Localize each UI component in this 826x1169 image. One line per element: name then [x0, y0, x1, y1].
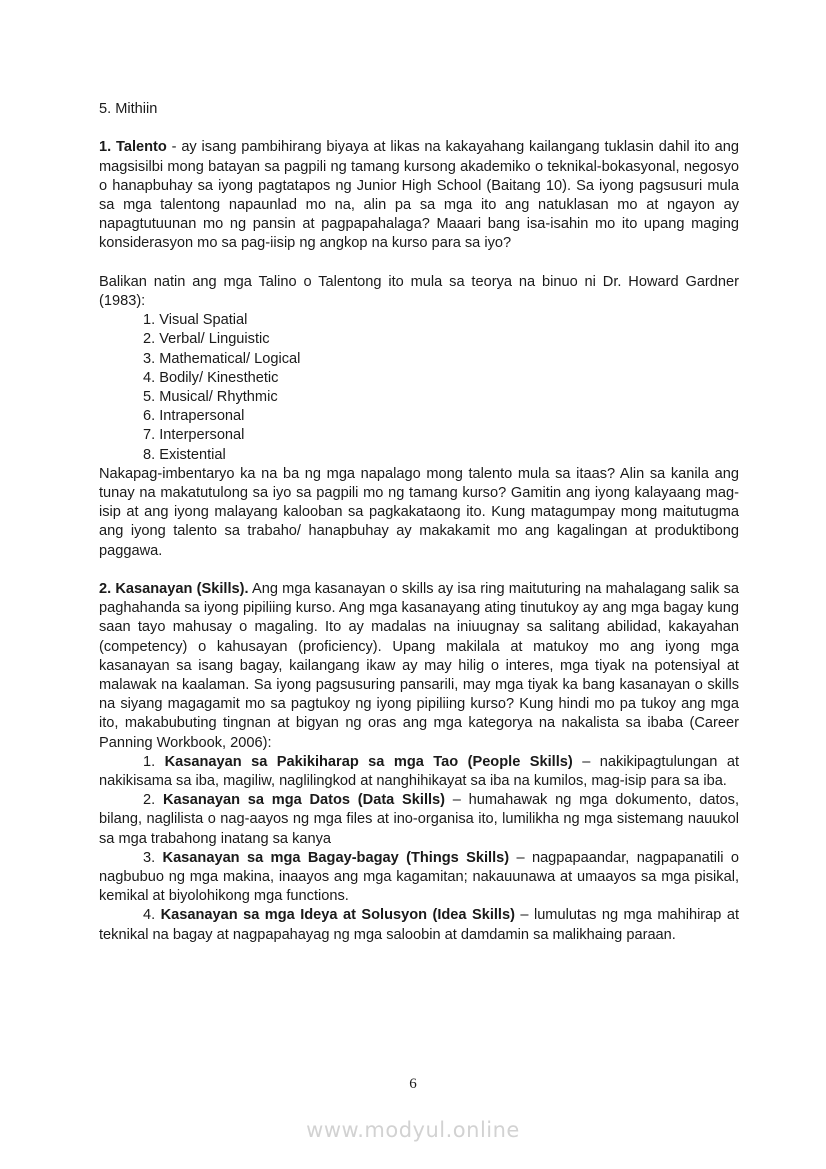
skill-body: – nagpapaandar, nagpapanatili o nagbubuo ng mga makina, inaayos ang mga kagamitan; nakauunawa at umaayos sa mga pisikal, kemikal at biyolohikong mga functions. — [99, 849, 739, 905]
talent-list — [99, 311, 739, 465]
skill-body: – lumulutas ng mga mahihirap at teknikal na bagay at nagpapahayag ng mga saloobin at damdamin sa malikhaing paraan. — [99, 907, 740, 943]
talent-item: 5. Musical/ Rhythmic — [143, 388, 278, 405]
talento-body: - ay isang pambihirang biyaya at likas na kakayahang kailangang tuklasin dahil ito ang magsisilbi mong batayan sa pagpili ng tamang kursong akademiko o teknikal-bokasyonal, negosyo o hanapbuhay sa iyong pagtatapos ng Junior High School (Baitang 10). Sa iyong pagsusuri mula sa mga talentong napaunlad mo na, alin pa sa mga ito ang natuklasan mo at ngayon ay napagtutuunan mo ng pansin at pagpapahalaga? Maaari bang isa-isahin mo ito upang maging konsiderasyon mo sa pag-iisip ng angkop na kurso para sa iyo? — [99, 139, 739, 252]
page-number: 6 — [409, 1076, 417, 1092]
paragraph-kasanayan — [99, 580, 739, 753]
skill-body: – humahawak ng mga dokumento, datos, bilang, naglilista o nag-aayos ng mga files at ino-organisa ito, lumilikha ng mga sistemang nauukol sa mga trabahong inatang sa kanya — [99, 792, 740, 847]
talent-item: 6. Intrapersonal — [143, 408, 245, 425]
skill-number: 1. — [143, 753, 165, 770]
paragraph-balikan: Balikan natin ang mga Talino o Talentong ito mula sa teorya na binuo ni Dr. Howard Gardner (1983): — [99, 273, 739, 309]
skill-body: – nakikipagtulungan at nakikisama sa iba, magiliw, naglilingkod at nanghihikayat sa iba na kumilos, mag-isip para sa iba. — [99, 753, 740, 789]
talent-item: 3. Mathematical/ Logical — [143, 350, 301, 367]
talent-item: 8. Existential — [143, 446, 226, 463]
skill-number: 2. — [143, 792, 163, 809]
skill-title: Kasanayan sa mga Ideya at Solusyon (Idea Skills) — [160, 907, 515, 924]
skill-item-people — [99, 753, 739, 791]
talent-item: 2. Verbal/ Linguistic — [143, 331, 270, 348]
paragraph-talento — [99, 138, 739, 253]
section-heading: 5. Mithiin — [99, 101, 158, 117]
kasanayan-body: Ang mga kasanayan o skills ay isa ring maituturing na mahalagang salik sa paghahanda sa iyong pipiliing kurso. Ang mga kasanayang ating tinutukoy ay ang mga bagay kung saan tayo mahusay o magaling. Ito ay madalas na iniuugnay sa salitang abilidad, kakayahan (competency) o kahusayan (proficiency). Upang makilala at matukoy mo ang iyong mga kasanayan sa isang bagay, kailangang ikaw ay may hilig o interes, mga tiyak na potensiyal at malawak na kaalaman. Sa iyong pagsusuring pansarili, may mga tiyak ka bang kasanayan o skills na siyang magagamit mo sa pagtukoy ng iyong pipiliing kurso? Kung hindi mo pa tukoy ang mga ito, makabubuting tingnan at bigyan ng oras ang mga kategorya na nakalista sa ibaba (Career Panning Workbook, 2006): — [99, 580, 739, 751]
skill-title: Kasanayan sa mga Datos (Data Skills) — [162, 792, 446, 809]
document-content — [99, 100, 739, 945]
skill-item-idea — [99, 906, 739, 944]
talent-item: 7. Interpersonal — [143, 427, 245, 444]
skill-number: 3. — [143, 849, 163, 866]
talent-item: 1. Visual Spatial — [143, 312, 248, 329]
skill-title: Kasanayan sa mga Bagay-bagay (Things Skills) — [162, 849, 510, 866]
skill-title: Kasanayan sa Pakikiharap sa mga Tao (People Skills) — [164, 753, 573, 770]
watermark: www.modyul.online — [306, 1118, 520, 1142]
talento-lead: 1. Talento — [99, 139, 167, 156]
skills-list — [99, 753, 739, 945]
kasanayan-lead: 2. Kasanayan (Skills). — [99, 580, 249, 597]
talent-item: 4. Bodily/ Kinesthetic — [143, 369, 279, 386]
paragraph-nakapag: Nakapag-imbentaryo ka na ba ng mga napalago mong talento mula sa itaas? Alin sa kanila ang tunay na makatutulong sa iyo sa pagpili mo ng tamang kurso? Gamitin ang iyong kalayaang mag-isip at ang iyong malayang kalooban sa pagkakataong ito. Kung matagumpay mong maitutugma ang iyong talento sa trabaho/ hanapbuhay ay makakamit mo ang kagalingan at produktibong paggawa. — [99, 465, 739, 559]
skill-item-things — [99, 849, 739, 907]
skill-item-data — [99, 791, 739, 849]
skill-number: 4. — [143, 907, 161, 924]
